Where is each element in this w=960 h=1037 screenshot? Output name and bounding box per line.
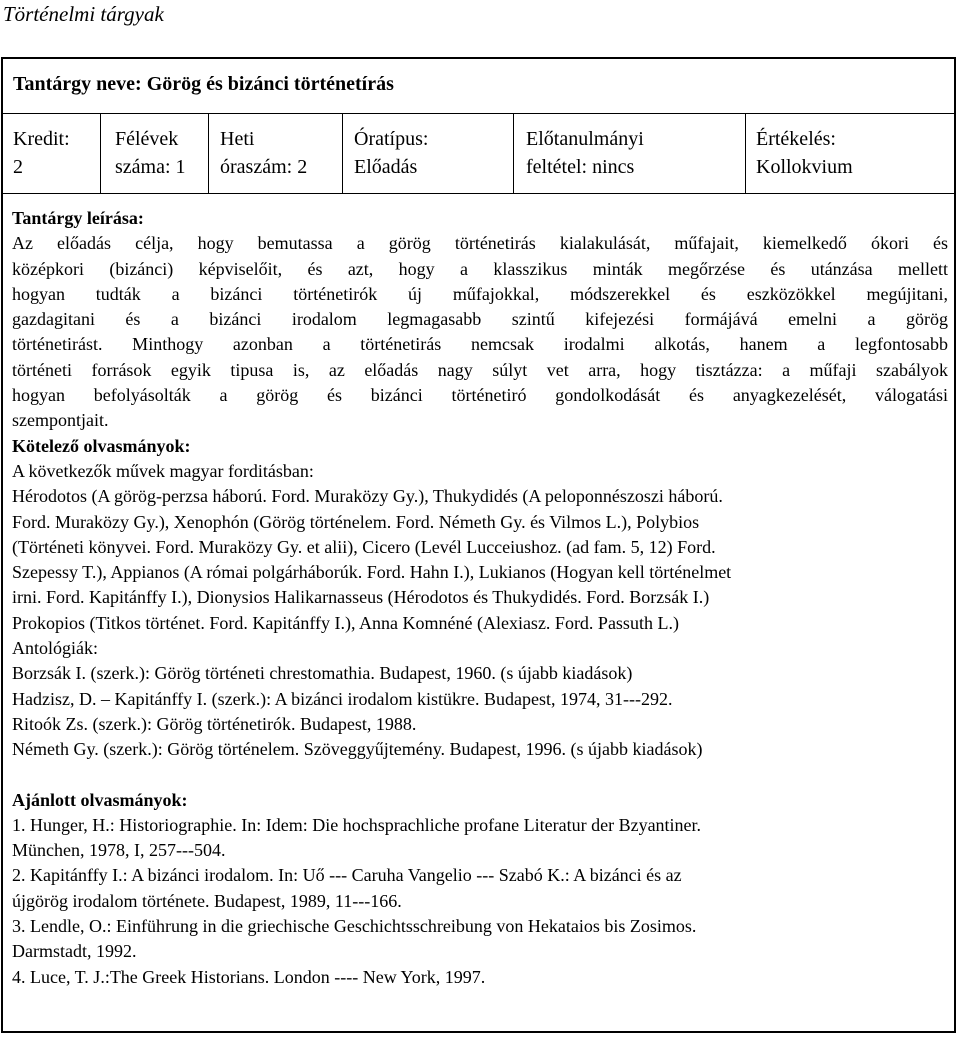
anthology-line: Ritoók Zs. (szerk.): Görög történetirók. Budapest, 1988. — [12, 713, 417, 734]
divider — [3, 113, 954, 114]
divider — [745, 114, 746, 193]
description-line: történeti források egyik tipusa is, az előadás nagy súlyt vet arra, hogy tisztázza: a műfaji szabályok — [12, 359, 948, 380]
description-line: Az előadás célja, hogy bemutassa a görög történetirás kialakulását, műfajait, kiemelkedő ókori és — [12, 233, 948, 254]
weekly-hours-cell: Heti óraszám: 2 — [220, 128, 308, 178]
course-table — [1, 57, 956, 1033]
required-reading-line: Szepessy T.), Appianos (A római polgárháborúk. Ford. Hahn I.), Lukianos (Hogyan kell történelmet — [12, 562, 732, 583]
description-line: történetirást. Minthogy azonban a történetirás nemcsak irodalmi alkotás, hanem a legfontosabb — [12, 334, 948, 355]
divider — [3, 193, 954, 194]
page-title: Történelmi tárgyak — [3, 2, 164, 26]
blank-line — [12, 763, 948, 788]
divider — [342, 114, 343, 193]
required-reading-line: Ford. Muraközy Gy.), Xenophón (Görög történelem. Ford. Németh Gy. és Vilmos L.), Polybios — [12, 511, 700, 532]
required-reading-line: (Történeti könyvei. Ford. Muraközy Gy. et alii), Cicero (Levél Lucceiushoz. (ad fam. 5, 12) Ford. — [12, 536, 716, 557]
required-reading-line: Prokopios (Titkos történet. Ford. Kapitánffy I.), Anna Komnéné (Alexiasz. Ford. Passuth L.) — [12, 612, 679, 633]
anthology-line: Hadzisz, D. – Kapitánffy I. (szerk.): A bizánci irodalom kistükre. Budapest, 1974, 31---292. — [12, 688, 673, 709]
description-heading: Tantárgy leírása: — [12, 208, 144, 228]
divider — [208, 114, 209, 193]
required-reading-line: Hérodotos (A görög-perzsa háború. Ford. Muraközy Gy.), Thukydidés (A peloponnészoszi háború. — [12, 486, 723, 507]
recommended-reading-line: 3. Lendle, O.: Einführung in die griechische Geschichtsschreibung von Hekataios bis Zosimos. — [12, 916, 697, 937]
anthology-label: Antológiák: — [12, 638, 98, 659]
credit-cell: Kredit: 2 — [13, 128, 70, 178]
anthology-line: Borzsák I. (szerk.): Görög történeti chrestomathia. Budapest, 1960. (s újabb kiadások) — [12, 663, 633, 684]
divider — [100, 114, 101, 193]
subject-name: Tantárgy neve: Görög és bizánci történetírás — [13, 73, 394, 95]
recommended-reading-line: Darmstadt, 1992. — [12, 941, 137, 962]
recommended-reading-line: újgörög irodalom története. Budapest, 1989, 11---166. — [12, 890, 402, 911]
evaluation-cell: Értékelés: Kollokvium — [756, 128, 853, 178]
course-content — [12, 206, 948, 990]
required-readings-heading: Kötelező olvasmányok: — [12, 435, 191, 456]
recommended-reading-line: 2. Kapitánffy I.: A bizánci irodalom. In: Uő --- Caruha Vangelio --- Szabó K.: A bizánci és az — [12, 865, 682, 886]
recommended-reading-line: München, 1978, I, 257---504. — [12, 840, 226, 861]
prerequisite-cell: Előtanulmányi feltétel: nincs — [526, 128, 644, 178]
class-type-cell: Óratípus: Előadás — [354, 128, 429, 178]
recommended-reading-line: 4. Luce, T. J.:The Greek Historians. London ---- New York, 1997. — [12, 966, 486, 987]
description-line: gazdagitani és a bizánci irodalom legmagasabb szintű kifejezési formájává emelni a görög — [12, 309, 948, 330]
description-line: középkori (bizánci) képviselőit, és azt, hogy a klasszikus minták megőrzése és utánzása mellett — [12, 258, 948, 279]
description-line: szempontjait. — [12, 410, 109, 431]
required-reading-line: irni. Ford. Kapitánffy I.), Dionysios Halikarnasseus (Hérodotos és Thukydidés. Ford. Borzsák I.) — [12, 587, 710, 608]
required-reading-line: A következők művek magyar forditásban: — [12, 460, 314, 481]
divider — [513, 114, 514, 193]
recommended-readings-heading: Ajánlott olvasmányok: — [12, 789, 188, 810]
description-line: hogyan tudták a bizánci történetirók új műfajokkal, módszerekkel és eszközökkel megújitani, — [12, 283, 948, 304]
recommended-reading-line: 1. Hunger, H.: Historiographie. In: Idem: Die hochsprachliche profane Literatur der Bzyantiner. — [12, 814, 702, 835]
anthology-line: Németh Gy. (szerk.): Görög történelem. Szöveggyűjtemény. Budapest, 1996. (s újabb kiadások) — [12, 739, 703, 760]
semester-cell: Félévek száma: 1 — [115, 128, 186, 178]
description-line: hogyan befolyásolták a görög és bizánci történetiró gondolkodását és anyagkezelését, válogatási — [12, 385, 948, 406]
